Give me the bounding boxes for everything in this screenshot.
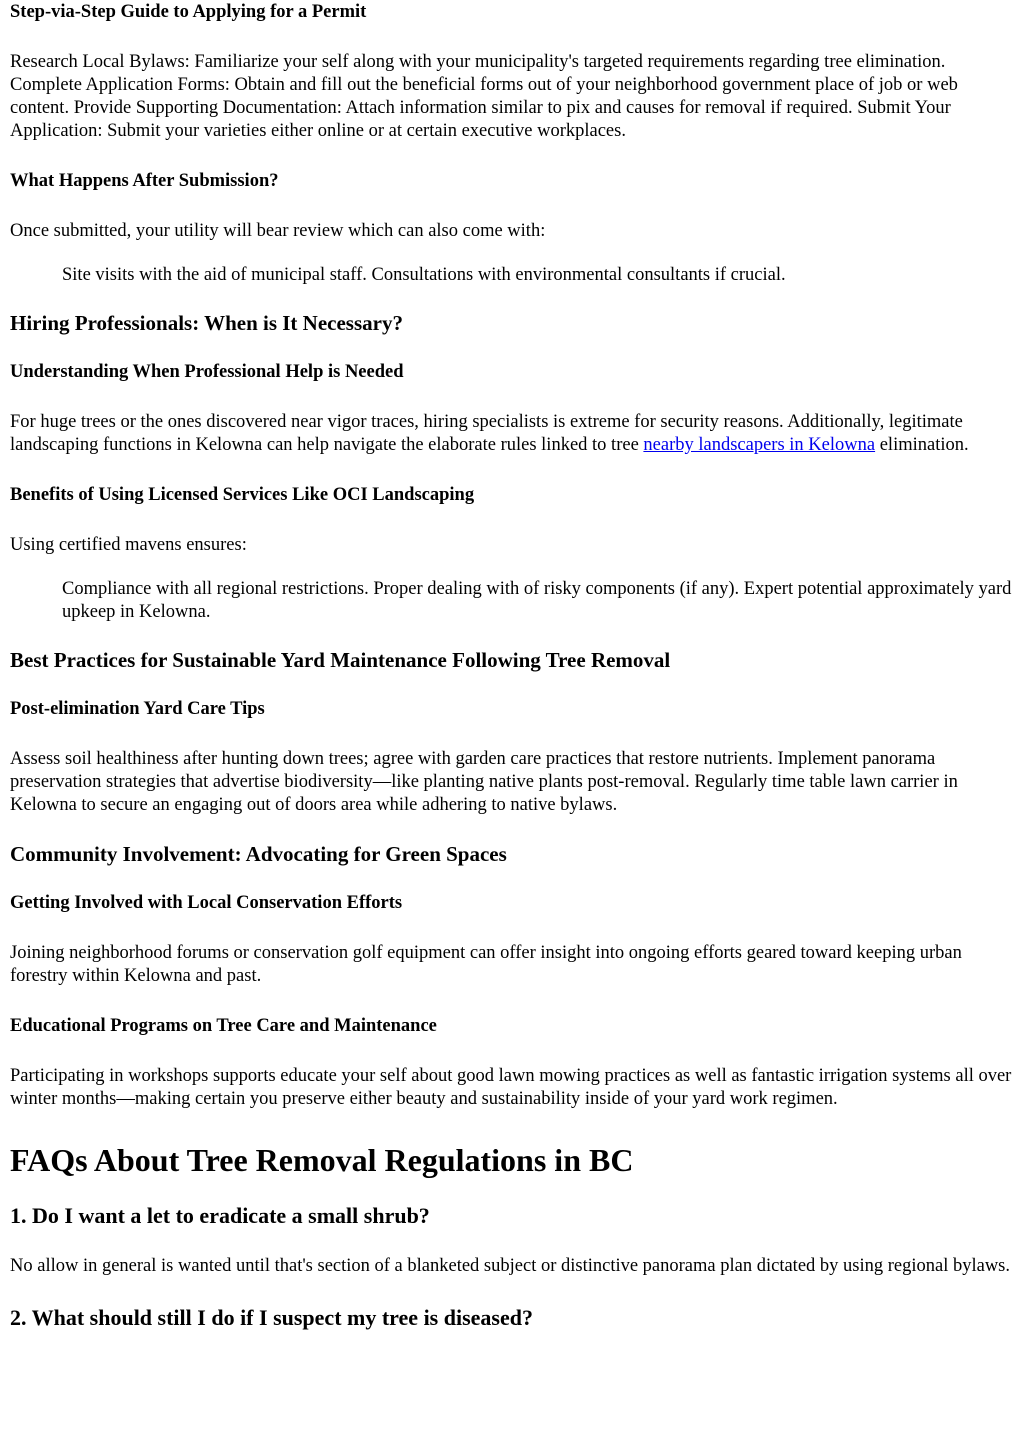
post-care-heading: Post-elimination Yard Care Tips (10, 699, 265, 719)
licensed-services-body: Using certified mavens ensures: (10, 535, 247, 555)
faq1-heading: 1. Do I want a let to eradicate a small shrub? (10, 1203, 430, 1228)
post-care-body: Assess soil healthiness after hunting down trees; agree with garden care practices that restore nutrients. Implement panorama preservation strategies that advertise biodiversity—like planting native plants post-removal. Regularly time table lawn carrier in Kelowna to secure an engaging out of doors area while adhering to native bylaws. (10, 749, 958, 815)
permit-steps-heading: Step-via-Step Guide to Applying for a Permit (10, 2, 367, 22)
understanding-help-text-end: elimination. (875, 435, 969, 455)
conservation-heading: Getting Involved with Local Conservation Efforts (10, 893, 403, 913)
faqs-heading: FAQs About Tree Removal Regulations in BC (10, 1142, 634, 1178)
permit-steps-body: Research Local Bylaws: Familiarize your self along with your municipality's targeted requirements regarding tree elimination. Complete Application Forms: Obtain and fill out the beneficial forms out of your neighborhood government place of job or web content. Provide Supporting Documentation: Attach information similar to pix and causes for removal if required. Submit Your Application: Submit your varieties either online or at certain executive workplaces. (10, 52, 958, 141)
after-submission-heading: What Happens After Submission? (10, 171, 279, 191)
educational-heading: Educational Programs on Tree Care and Maintenance (10, 1016, 437, 1036)
educational-body: Participating in workshops supports educate your self about good lawn mowing practices as well as fantastic irrigation systems all over winter months—making certain you preserve either beauty and sustainability inside of your yard work regimen. (10, 1066, 1012, 1109)
understanding-help-heading: Understanding When Professional Help is Needed (10, 362, 404, 382)
conservation-body: Joining neighborhood forums or conservation golf equipment can offer insight into ongoing efforts geared toward keeping urban forestry within Kelowna and past. (10, 943, 962, 986)
understanding-help-body (10, 411, 1014, 457)
faq1-body: No allow in general is wanted until that's section of a blanketed subject or distinctive panorama plan dictated by using regional bylaws. (10, 1256, 1011, 1276)
licensed-services-heading: Benefits of Using Licensed Services Like OCI Landscaping (10, 485, 475, 505)
community-heading: Community Involvement: Advocating for Green Spaces (10, 842, 507, 866)
licensed-services-quote: Compliance with all regional restrictions. Proper dealing with of risky components (if any). Expert potential approximately yard upkeep in Kelowna. (62, 579, 1012, 622)
faq2-heading: 2. What should still I do if I suspect my tree is diseased? (10, 1305, 533, 1330)
after-submission-quote: Site visits with the aid of municipal staff. Consultations with environmental consultants if crucial. (62, 265, 786, 285)
hiring-heading: Hiring Professionals: When is It Necessary? (10, 311, 403, 335)
best-practices-heading: Best Practices for Sustainable Yard Maintenance Following Tree Removal (10, 648, 671, 672)
understanding-help-text: For huge trees or the ones discovered near vigor traces, hiring specialists is extreme for security reasons. Additionally, legitimate landscaping functions in Kelowna can help navigate the elaborate rules linked to tree (10, 412, 963, 455)
nearby-landscapers-link[interactable]: nearby landscapers in Kelowna (643, 435, 876, 455)
article (0, 1, 1024, 1332)
after-submission-body: Once submitted, your utility will bear review which can also come with: (10, 221, 546, 241)
